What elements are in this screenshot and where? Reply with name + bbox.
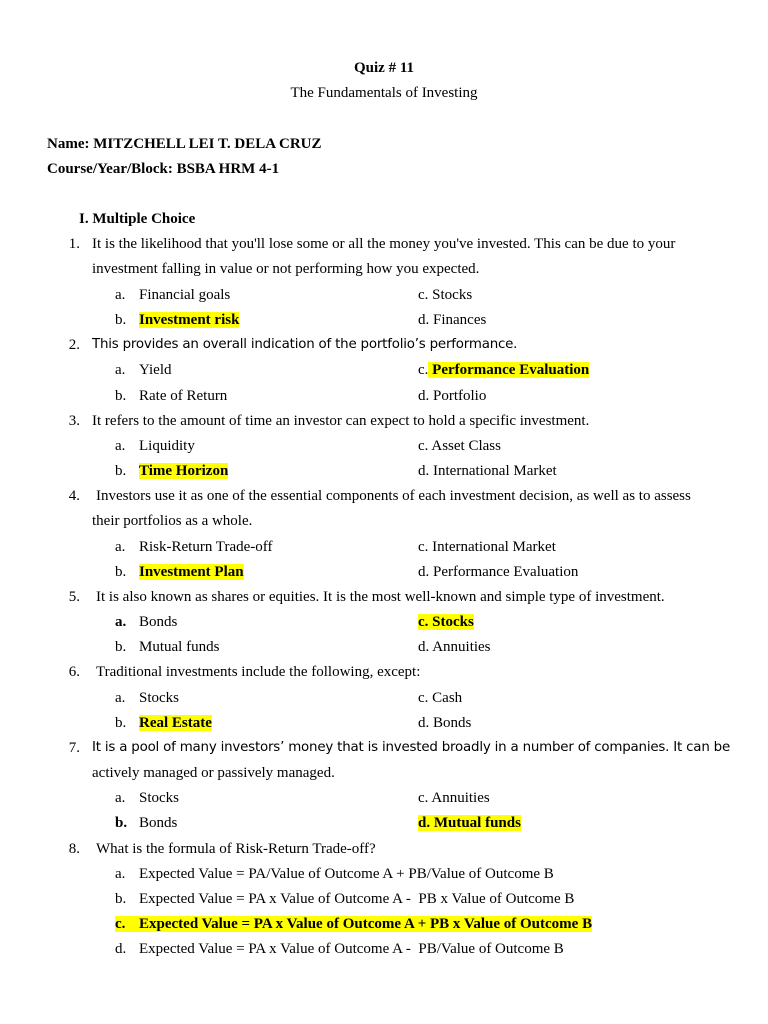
- choice-text: c.: [418, 614, 429, 630]
- question-number: 3.: [68, 413, 80, 429]
- question-text: It is also known as shares or equities. It is the most well-known and simple type of investment.: [96, 589, 665, 605]
- question-text-continued: investment falling in value or not performing how you expected.: [92, 261, 480, 277]
- highlighted-answer: Real Estate: [139, 715, 212, 731]
- choice-text: d.: [418, 715, 430, 731]
- choice-label: a.: [115, 539, 126, 555]
- choice-c: [418, 285, 472, 305]
- choice-b: [115, 889, 574, 909]
- question-text-continued: actively managed or passively managed.: [92, 765, 335, 781]
- question-text: It is the likelihood that you'll lose some or all the money you've invested. This can be due to your: [92, 236, 676, 252]
- choice-text: Annuities: [432, 639, 491, 655]
- choice-d: [418, 310, 486, 330]
- course-line: [47, 159, 279, 179]
- question-text: Investors use it as one of the essential components of each investment decision, as well as to assess: [96, 488, 691, 504]
- choice-label: b.: [115, 891, 127, 907]
- choice-label: d.: [115, 941, 127, 957]
- choice-d: [115, 939, 564, 959]
- choice-text: Performance Evaluation: [432, 362, 590, 378]
- choice-label: b.: [115, 312, 127, 328]
- question-number: 5.: [68, 589, 80, 605]
- choice-a: [115, 688, 179, 708]
- choice-a: [115, 864, 554, 884]
- question-text: It is a pool of many investors’ money that is invested broadly in a number of companies. It can be: [92, 740, 730, 755]
- choice-text: Stocks: [139, 790, 180, 806]
- choice-text: d.: [418, 463, 430, 479]
- choice-b: [115, 637, 219, 657]
- choice-d: [418, 713, 471, 733]
- choice-a: [115, 537, 272, 557]
- choice-text: Expected Value = PA x Value of Outcome A - PB/Value of Outcome B: [139, 941, 564, 957]
- choice-text: Bonds: [433, 715, 472, 731]
- choice-label: a.: [115, 287, 126, 303]
- choice-text: Stocks: [139, 690, 180, 706]
- choice-d: [418, 637, 491, 657]
- choice-text: Finances: [433, 312, 487, 328]
- question-text: Traditional investments include the following, except:: [96, 664, 421, 680]
- choice-text: Cash: [432, 690, 463, 706]
- question-number: 7.: [68, 740, 80, 756]
- choice-text: d.: [418, 815, 431, 831]
- choice-text: Stocks: [432, 614, 474, 630]
- choice-text: d.: [418, 312, 430, 328]
- choice-b-answer: [115, 562, 244, 582]
- choice-label: b.: [115, 564, 127, 580]
- question-number: 4.: [68, 488, 80, 504]
- section-title: I. Multiple Choice: [79, 211, 196, 227]
- choice-d: [418, 461, 557, 481]
- choice-text: Stocks: [432, 287, 473, 303]
- choice-d: [418, 562, 578, 582]
- choice-text: Expected Value = PA x Value of Outcome A - PB x Value of Outcome B: [139, 891, 575, 907]
- choice-text: Mutual funds: [433, 815, 521, 831]
- choice-text: Liquidity: [139, 438, 195, 454]
- choice-label: a.: [115, 690, 126, 706]
- choice-text: d.: [418, 388, 430, 404]
- choice-text: Expected Value = PA x Value of Outcome A + PB x Value of Outcome B: [139, 916, 593, 932]
- choice-text: c.: [418, 362, 429, 378]
- choice-b: [115, 386, 227, 406]
- choice-b-answer: [115, 310, 239, 330]
- page-subtitle: The Fundamentals of Investing: [290, 85, 478, 101]
- highlighted-answer: Investment Plan: [139, 564, 244, 580]
- highlighted-answer: [418, 815, 521, 831]
- choice-text: International Market: [433, 463, 557, 479]
- choice-text: Risk-Return Trade-off: [139, 539, 273, 555]
- choice-c-answer: [418, 360, 589, 380]
- choice-b-answer: [115, 461, 228, 481]
- choice-c: [418, 688, 462, 708]
- highlighted-answer: Investment risk: [139, 312, 240, 328]
- choice-text: Bonds: [139, 614, 178, 630]
- choice-text: Asset Class: [431, 438, 501, 454]
- choice-text: Bonds: [139, 815, 178, 831]
- choice-b-answer: [115, 713, 212, 733]
- choice-label: a.: [115, 362, 126, 378]
- choice-b: [115, 813, 177, 833]
- choice-text: d.: [418, 564, 430, 580]
- student-name: MITZCHELL LEI T. DELA CRUZ: [93, 136, 322, 152]
- choice-text: c.: [418, 790, 429, 806]
- choice-text: c.: [418, 438, 429, 454]
- choice-text: c.: [418, 539, 429, 555]
- highlighted-answer: Time Horizon: [139, 463, 229, 479]
- course-label: Course/Year/Block:: [47, 161, 177, 177]
- question-number: 6.: [68, 664, 80, 680]
- choice-a: [115, 788, 179, 808]
- choice-label: b.: [115, 463, 127, 479]
- choice-a: [115, 436, 195, 456]
- choice-a: [115, 360, 172, 380]
- choice-text: Mutual funds: [139, 639, 220, 655]
- choice-c: [418, 436, 501, 456]
- choice-a: [115, 285, 230, 305]
- choice-text: International Market: [432, 539, 556, 555]
- choice-label: a.: [115, 438, 126, 454]
- question-text: What is the formula of Risk-Return Trade-off?: [96, 841, 376, 857]
- choice-label: b.: [115, 388, 127, 404]
- choice-d-answer: [418, 813, 521, 833]
- choice-text: Annuities: [431, 790, 490, 806]
- choice-c-answer: [418, 612, 474, 632]
- choice-a: [115, 612, 177, 632]
- choice-text: Financial goals: [139, 287, 231, 303]
- student-name-line: [47, 134, 322, 154]
- choice-text: c.: [418, 690, 429, 706]
- choice-c-answer: [115, 914, 592, 934]
- highlighted-answer: [428, 362, 589, 378]
- page-title: Quiz # 11: [353, 60, 414, 76]
- choice-text: Rate of Return: [139, 388, 228, 404]
- choice-text: c.: [418, 287, 429, 303]
- question-text: It refers to the amount of time an investor can expect to hold a specific investment.: [92, 413, 590, 429]
- highlighted-answer: [418, 614, 474, 630]
- course-value: BSBA HRM 4-1: [176, 161, 280, 177]
- question-number: 2.: [68, 337, 80, 353]
- choice-text: Expected Value = PA/Value of Outcome A + PB/Value of Outcome B: [139, 866, 554, 882]
- choice-label: b.: [115, 639, 127, 655]
- question-text-continued: their portfolios as a whole.: [92, 513, 253, 529]
- question-text: This provides an overall indication of the portfolio’s performance.: [92, 337, 518, 352]
- question-number: 1.: [68, 236, 80, 252]
- choice-c: [418, 788, 490, 808]
- choice-c: [418, 537, 556, 557]
- choice-label: a.: [115, 614, 127, 630]
- choice-label: b.: [115, 715, 127, 731]
- choice-text: Portfolio: [433, 388, 487, 404]
- name-label: Name:: [47, 136, 94, 152]
- choice-label: b.: [115, 815, 128, 831]
- choice-text: Performance Evaluation: [433, 564, 579, 580]
- choice-text: Yield: [139, 362, 172, 378]
- choice-text: d.: [418, 639, 430, 655]
- question-number: 8.: [68, 841, 80, 857]
- choice-d: [418, 386, 486, 406]
- choice-label: c.: [115, 916, 126, 932]
- choice-label: a.: [115, 866, 126, 882]
- highlighted-answer: [115, 916, 592, 932]
- choice-label: a.: [115, 790, 126, 806]
